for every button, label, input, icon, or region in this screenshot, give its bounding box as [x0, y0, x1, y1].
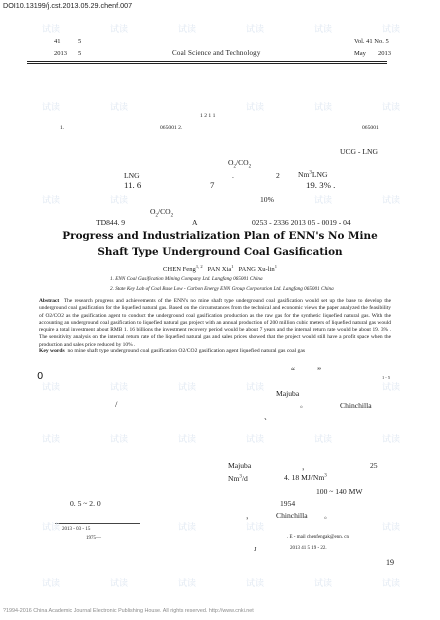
- abstract-en: [39, 298, 391, 349]
- year-1954: 1954: [280, 499, 296, 508]
- section-heading-0: 0: [37, 371, 44, 382]
- chinchilla-1: Chinchilla: [340, 401, 372, 410]
- watermark-text: 试读: [246, 383, 265, 393]
- watermark-text: 试读: [42, 25, 61, 35]
- keywords-en: [39, 348, 305, 354]
- abstract-cn-2: 2: [276, 171, 280, 180]
- watermark-text: 试读: [382, 25, 401, 35]
- watermark-text: 试读: [382, 523, 401, 533]
- header-year: 2013: [54, 50, 67, 57]
- majuba-2: Majuba: [228, 461, 252, 470]
- watermark-text: 试读: [382, 435, 401, 445]
- header-volume: 41: [54, 38, 61, 45]
- watermark-text: 试读: [110, 196, 129, 206]
- abstract-cn-comma: .: [232, 171, 234, 180]
- watermark-text: 试读: [110, 103, 129, 113]
- watermark-text: 试读: [382, 579, 401, 589]
- watermark-text: 试读: [314, 435, 333, 445]
- abstract-cn-lng: LNG: [124, 171, 140, 180]
- watermark-text: 试读: [42, 196, 61, 206]
- power-range: 100 ~ 140 MW: [316, 487, 363, 496]
- watermark-text: 试读: [110, 25, 129, 35]
- abstract-cn-investment: 11. 6: [124, 180, 142, 190]
- title-line-2: Shaft Type Underground Coal Gasification: [97, 246, 343, 258]
- author-marks: 1 2 1 1: [200, 113, 216, 119]
- watermark-text: 试读: [110, 579, 129, 589]
- copyright-footer: ?1994-2016 China Academic Journal Electronic Publishing House. All rights reserved. http://www.cnki.net: [3, 608, 254, 614]
- watermark-text: 试读: [246, 579, 265, 589]
- journal-name: Coal Science and Technology: [172, 49, 261, 57]
- watermark-text: 试读: [382, 103, 401, 113]
- author-email: . E - mail chenfengak@enn. cn: [287, 535, 349, 540]
- watermark-text: 试读: [178, 383, 197, 393]
- watermark-text: 试读: [42, 103, 61, 113]
- affiliation-en-1: 1. ENN Coal Gasification Mining Company Ltd. Langfang 065001 China: [110, 276, 263, 282]
- header-month: May: [354, 50, 366, 57]
- author-2: PAN Xia: [207, 266, 232, 274]
- body-slash: /: [115, 399, 118, 409]
- thickness-range: 0. 5 ~ 2. 0: [70, 499, 101, 508]
- abstract-cn-r2: $O_2/CO_2$: [228, 158, 252, 170]
- watermark-text: 试读: [246, 25, 265, 35]
- watermark-text: 试读: [178, 579, 197, 589]
- gas-rate: Nm$^3$/d: [228, 474, 248, 483]
- watermark-text: 试读: [246, 103, 265, 113]
- article-id: 0253 - 2336 2013 05 - 0019 - 04: [252, 218, 351, 227]
- keywords-body: no mine shaft type underground coal gasification O2/CO2 gasification agent liquefied natural gas coal gas: [67, 348, 305, 354]
- author-born: 1975—: [86, 536, 101, 541]
- affiliation-en-2: 2. State Key Lab of Coal Base Low - Carbon Energy ENN Group Corporation Ltd. Langfang 065001 China: [110, 286, 334, 292]
- watermark-text: 试读: [314, 196, 333, 206]
- body-comma-3: ，: [246, 511, 254, 520]
- watermark-text: 试读: [314, 103, 333, 113]
- watermark-text: 试读: [178, 523, 197, 533]
- watermark-text: 试读: [42, 523, 61, 533]
- header-rule-top: [27, 61, 387, 62]
- citation-j: J: [254, 546, 257, 553]
- header-vol-no: Vol. 41 No. 5: [354, 38, 389, 45]
- doi-text: DOI10.13199/j.cst.2013.05.29.chenf.007: [3, 1, 133, 10]
- class-number: TD844. 9: [96, 218, 126, 227]
- doc-code: A: [192, 218, 198, 227]
- watermark-text: 试读: [42, 579, 61, 589]
- footnote-rule: [55, 523, 140, 524]
- abstract-label: Abstract: [39, 298, 60, 304]
- author-1: CHEN Feng: [163, 266, 196, 274]
- abstract-cn-10pct: 10%: [260, 195, 274, 204]
- received-date: 2013 - 03 - 15: [62, 527, 91, 532]
- watermark-text: 试读: [110, 383, 129, 393]
- watermark-text: 试读: [382, 383, 401, 393]
- body-dot-2: 。: [324, 511, 332, 520]
- authors-en: CHEN Feng$^{1, 2}$ PAN Xia$^1$ PANG Xu-lin$^1$: [163, 264, 277, 274]
- header-issue: 5: [78, 38, 82, 45]
- watermark-text: 试读: [246, 523, 265, 533]
- keywords-cn-agent: $O_2/CO_2$: [150, 207, 174, 219]
- watermark-text: 试读: [246, 435, 265, 445]
- body-comma-2: ，: [302, 462, 310, 471]
- watermark-text: 试读: [42, 435, 61, 445]
- watermark-text: 试读: [42, 383, 61, 393]
- ref-1-5: 1 - 5: [382, 375, 391, 380]
- quote-open: “: [291, 366, 295, 376]
- citation-tail: 2013 41 5 19 - 22.: [290, 546, 327, 551]
- number-25: 25: [370, 461, 378, 470]
- majuba-1: Majuba: [276, 389, 300, 398]
- title-line-1: Progress and Industrialization Plan of ENN's No Mine: [62, 230, 378, 242]
- watermark-text: 试读: [382, 196, 401, 206]
- watermark-text: 试读: [314, 25, 333, 35]
- abstract-cn-nm: Nm$^3$LNG: [298, 170, 328, 179]
- abstract-body: The research progress and achievements of the ENN's no mine shaft type underground coal gasification would set up the base to develop the underground coal gasification for the liquefied natural gas. Based on the circumstances from the technical and economic views the paper analyzed the feasibility of O2/CO2 as the gasification agent to conduct the underground coal gasification production as the raw gas for the synthetic liquefied natural gas. With the accounting an underground coal gasification to liquefied natural gas project with an annual production of 200 million cubic meters of liquefied natural gas would require a total investment about RMB 1. 16 billions the investment recovery period would be about 7 years and the internal return rate would be about 19. 3% . The sensitivity analysis on the internal return rate of the liquefied natural gas and sales prices showed that the project would still have a profit space when the production and sales price reduced by 10% .: [39, 298, 392, 348]
- affiliation-left: 1.: [60, 125, 65, 131]
- affiliation-mid: 065001 2.: [160, 125, 183, 131]
- abstract-cn-years: 7: [210, 180, 215, 190]
- quote-close: ”: [317, 366, 321, 376]
- heating-value: 4. 18 MJ/Nm$^3$: [284, 473, 327, 482]
- header-issue-2: 5: [78, 50, 82, 57]
- header-rule-bottom: [27, 63, 387, 64]
- watermark-text: 试读: [110, 435, 129, 445]
- watermark-text: 试读: [178, 25, 197, 35]
- page-number: 19: [386, 558, 394, 567]
- abstract-cn-r1: UCG - LNG: [340, 147, 378, 156]
- abstract-cn-irr: 19. 3% .: [306, 180, 336, 190]
- header-year-right: 2013: [378, 50, 391, 57]
- body-comma-1: 、: [264, 412, 272, 421]
- affiliation-right: 065001: [362, 125, 379, 131]
- watermark-text: 试读: [178, 435, 197, 445]
- body-dot-1: 。: [300, 400, 308, 409]
- chinchilla-2: Chinchilla: [276, 511, 308, 520]
- watermark-text: 试读: [314, 579, 333, 589]
- keywords-label: Key words: [39, 348, 65, 354]
- author-3: PANG Xu-lin: [238, 266, 275, 274]
